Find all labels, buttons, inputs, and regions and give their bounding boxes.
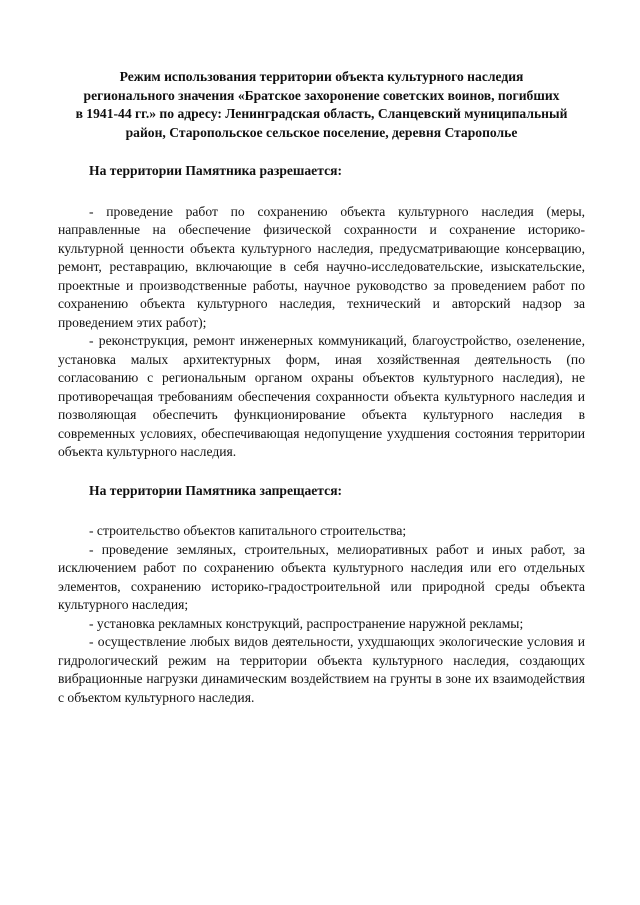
prohibited-heading: На территории Памятника запрещается: [89,482,343,498]
prohibited-item: - осуществление любых видов деятельности, ухудшающих экологические условия и гидрологический режим на территории объекта культурного наследия, создающих вибрационные нагрузки динамическим воздействием на грунты в зоне их взаимодействия с объектом культурного наследия. [58,634,585,705]
prohibited-item: - проведение земляных, строительных, мелиоративных работ и иных работ, за исключением работ по сохранению объекта культурного наследия или его отдельных элементов, сохранению историко-градостроительной или природной среды объекта культурного наследия; [58,541,585,612]
document-page [58,68,585,707]
section-spacer [58,462,585,482]
prohibited-item: - установка рекламных конструкций, распространение наружной рекламы; [89,615,524,631]
prohibited-item: - строительство объектов капитального строительства; [89,523,407,538]
document-title [58,68,585,142]
title-line: регионального значения «Братское захоронение советских воинов, погибших [83,87,560,103]
title-line: Режим использования территории объекта культурного наследия [119,69,524,84]
title-line: район, Старопольское сельское поселение, деревня Старополье [125,124,518,140]
allowed-item: - проведение работ по сохранению объекта культурного наследия (меры, направленные на обеспечение физической сохранности и сохранение историко-культурной ценности объекта культурного наследия, предусматривающие консервацию, ремонт, реставрацию, включающие в себя научно-исследовательские, изыскательские, проектные и производственные работы, научное руководство за проведением работ по сохранению объекта культурного наследия, технический и авторский надзор за проведением этих работ); [58,203,585,330]
allowed-item: - реконструкция, ремонт инженерных коммуникаций, благоустройство, озеленение, установка малых архитектурных форм, иная хозяйственная деятельность (по согласованию с региональным органом охраны объектов культурного наследия), не противоречащая требованиям обеспечения сохранности объекта культурного наследия и позволяющая обеспечить функционирование объекта культурного наследия в современных условиях, обеспечивающая недопущение ухудшения состояния территории объекта культурного наследия. [58,333,585,459]
title-line: в 1941-44 гг.» по адресу: Ленинградская область, Сланцевский муниципальный [75,106,568,121]
allowed-heading: На территории Памятника разрешается: [89,163,342,178]
prohibited-list [58,522,585,707]
allowed-list [58,203,585,462]
